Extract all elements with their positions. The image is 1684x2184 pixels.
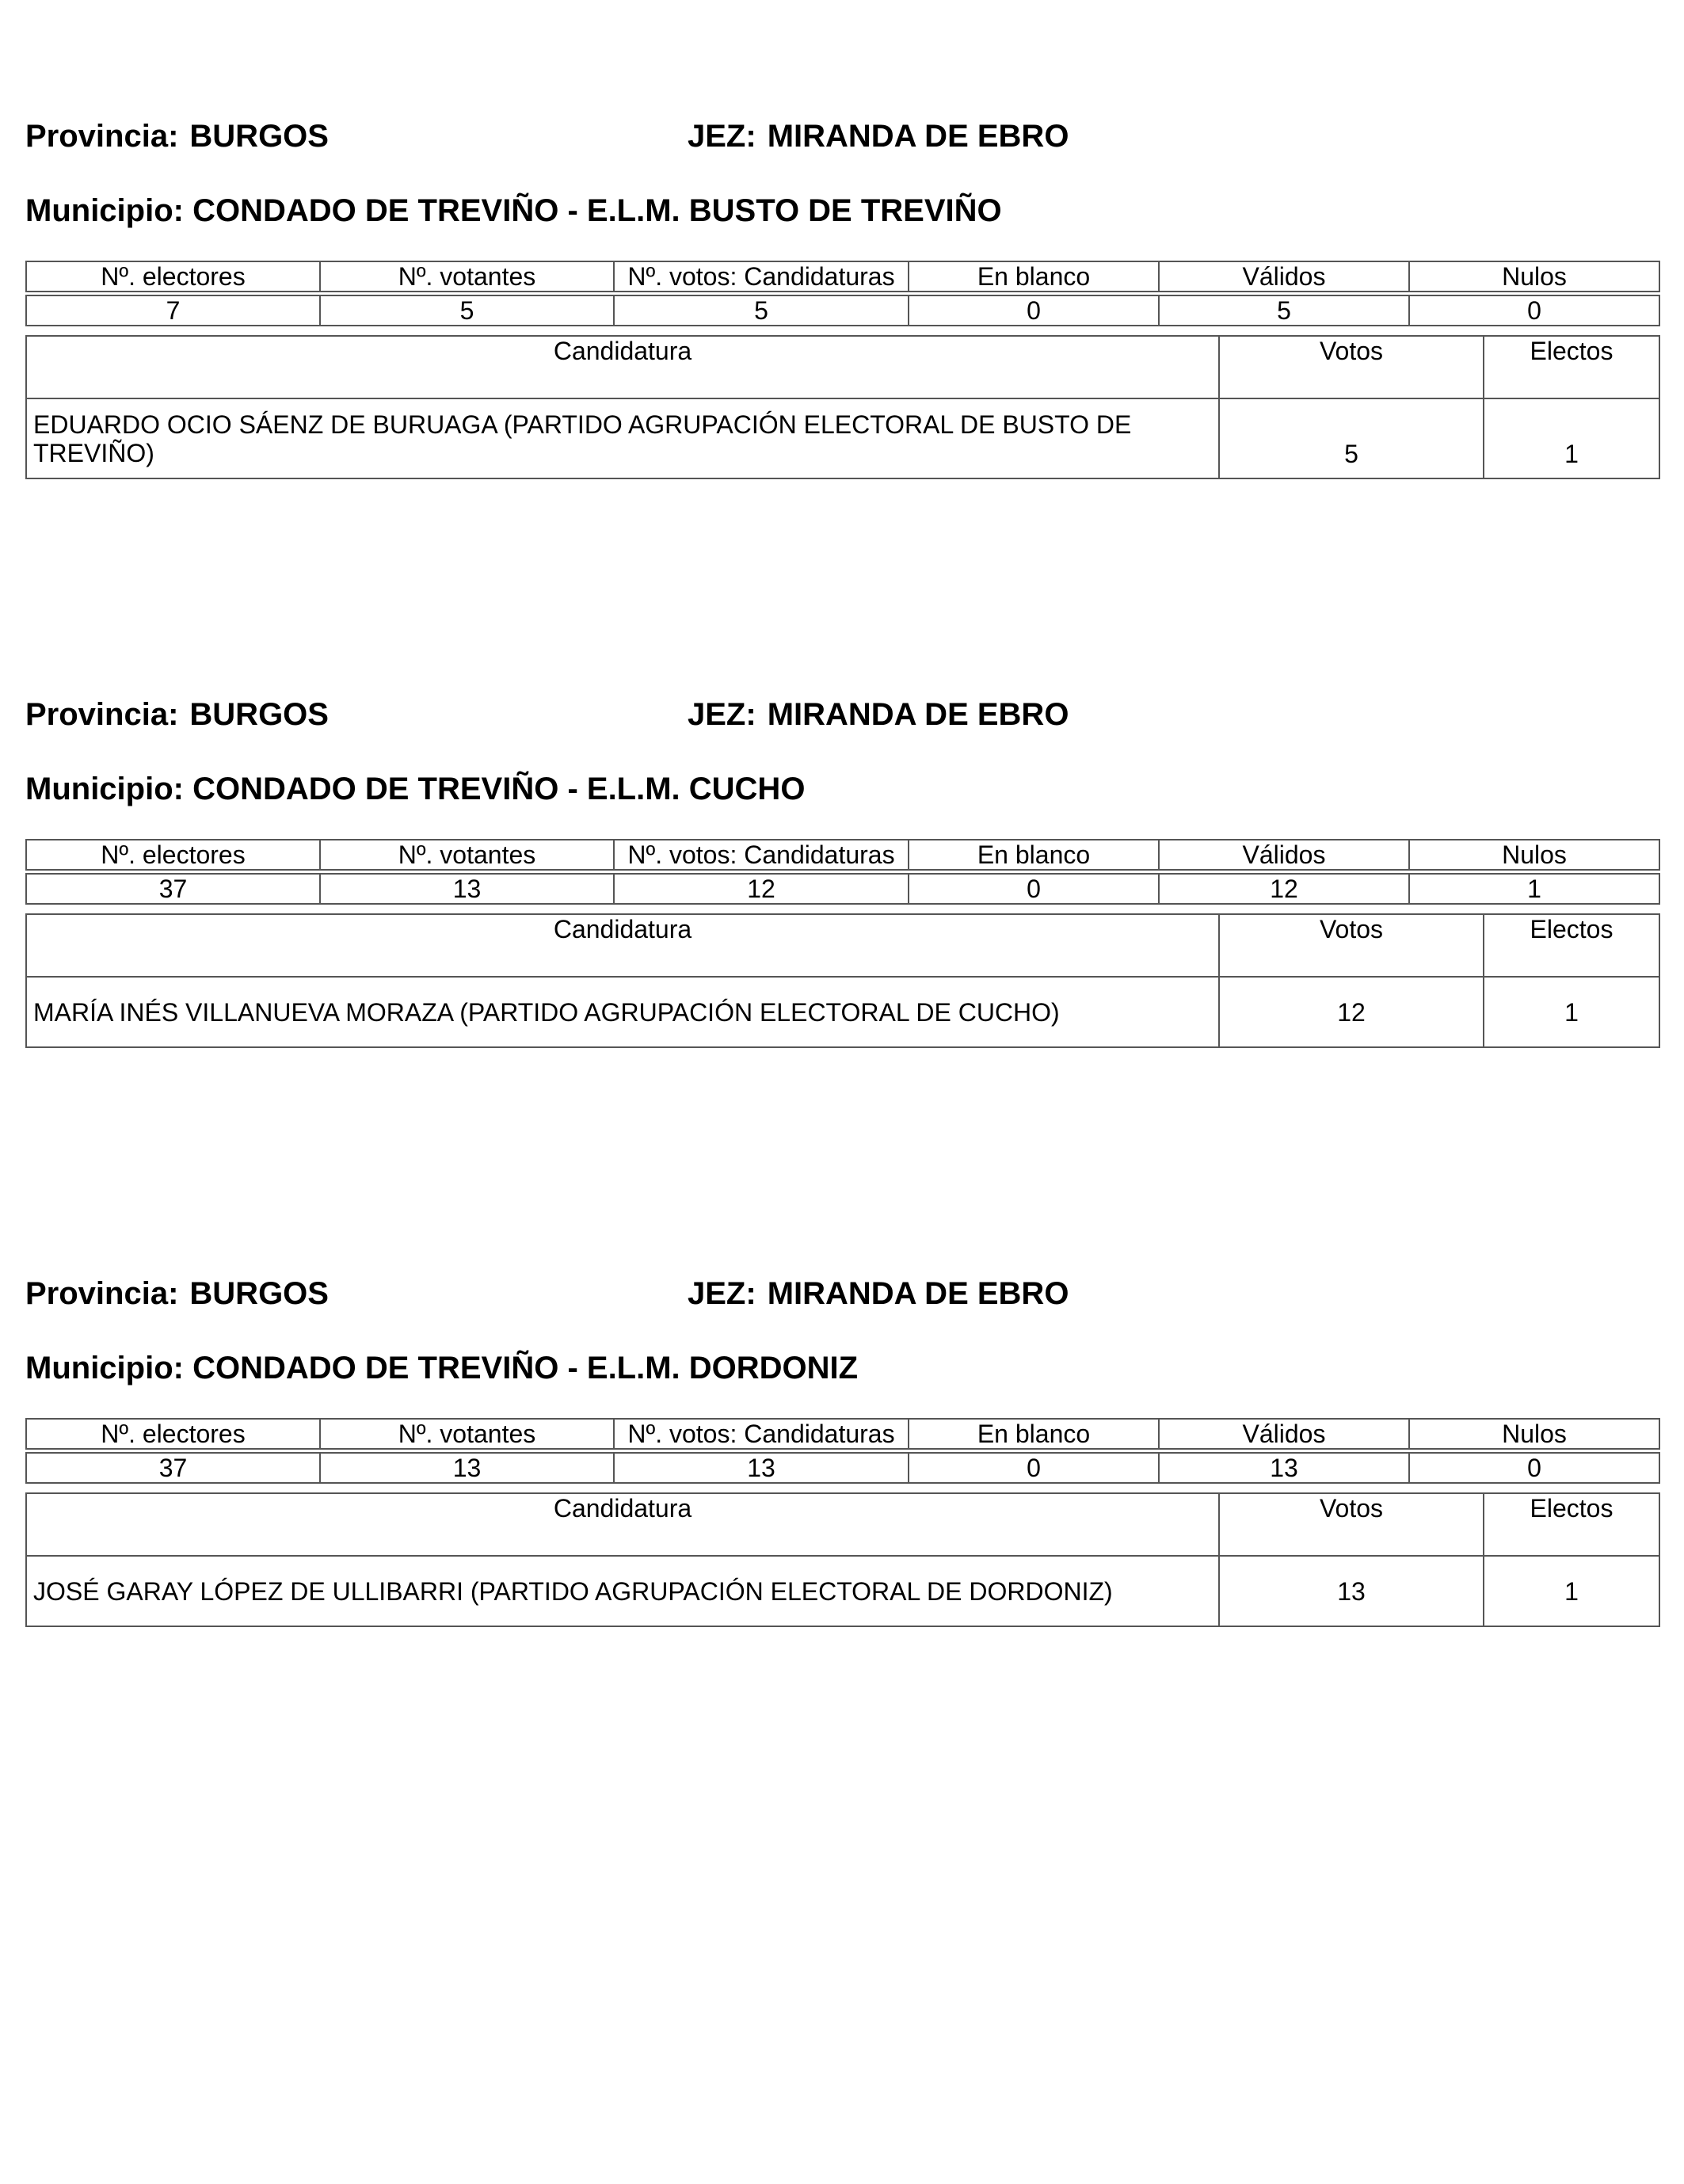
candidatura-electos: 1	[1484, 1556, 1659, 1626]
candidatura-row	[26, 1556, 1659, 1626]
jez-value: MIRANDA DE EBRO	[767, 697, 1069, 732]
jez-line	[688, 1275, 1069, 1313]
cand-header-votos: Votos	[1219, 914, 1484, 977]
stats-table	[25, 1418, 1660, 1484]
stats-header-votantes: Nº. votantes	[320, 1419, 614, 1449]
cand-header-candidatura: Candidatura	[26, 914, 1219, 977]
stats-header-votos-candidaturas: Nº. votos: Candidaturas	[614, 840, 909, 870]
stats-header-nulos: Nulos	[1409, 840, 1659, 870]
stats-value-en-blanco: 0	[909, 295, 1159, 326]
stats-value-nulos: 0	[1409, 295, 1659, 326]
cand-header-candidatura: Candidatura	[26, 1493, 1219, 1556]
stats-value-votos-candidaturas: 5	[614, 295, 909, 326]
stats-header-validos: Válidos	[1159, 840, 1409, 870]
candidatura-votos: 12	[1219, 977, 1484, 1047]
candidatura-electos: 1	[1484, 977, 1659, 1047]
stats-header-row	[26, 840, 1659, 870]
cand-header-candidatura: Candidatura	[26, 336, 1219, 398]
stats-header-electores: Nº. electores	[26, 261, 320, 292]
stats-value-validos: 5	[1159, 295, 1409, 326]
stats-header-validos: Válidos	[1159, 261, 1409, 292]
candidaturas-table	[25, 913, 1660, 1048]
stats-header-nulos: Nulos	[1409, 1419, 1659, 1449]
stats-value-votantes: 5	[320, 295, 614, 326]
municipio-value: CONDADO DE TREVIÑO - E.L.M. BUSTO DE TREVIÑO	[192, 193, 1002, 228]
stats-value-electores: 37	[26, 874, 320, 904]
municipio-value: CONDADO DE TREVIÑO - E.L.M. DORDONIZ	[192, 1351, 859, 1385]
provincia-value: BURGOS	[189, 1276, 329, 1311]
stats-header-nulos: Nulos	[1409, 261, 1659, 292]
candidatura-row	[26, 977, 1659, 1047]
candidatura-votos: 13	[1219, 1556, 1484, 1626]
jez-label: JEZ:	[688, 1276, 756, 1311]
cand-header-electos: Electos	[1484, 336, 1659, 398]
provincia-value: BURGOS	[189, 119, 329, 154]
jez-label: JEZ:	[688, 119, 756, 154]
stats-value-row	[26, 295, 1659, 326]
stats-header-electores: Nº. electores	[26, 840, 320, 870]
stats-value-votos-candidaturas: 13	[614, 1453, 909, 1483]
stats-value-electores: 37	[26, 1453, 320, 1483]
stats-header-en-blanco: En blanco	[909, 1419, 1159, 1449]
provincia-value: BURGOS	[189, 697, 329, 732]
cand-header-electos: Electos	[1484, 1493, 1659, 1556]
candidatura-name: EDUARDO OCIO SÁENZ DE BURUAGA (PARTIDO AGRUPACIÓN ELECTORAL DE BUSTO DE TREVIÑO)	[26, 398, 1219, 478]
stats-header-electores: Nº. electores	[26, 1419, 320, 1449]
municipio-label: Municipio:	[25, 772, 184, 806]
stats-header-votantes: Nº. votantes	[320, 261, 614, 292]
jez-value: MIRANDA DE EBRO	[767, 119, 1069, 154]
stats-header-votos-candidaturas: Nº. votos: Candidaturas	[614, 261, 909, 292]
provincia-line	[25, 696, 329, 734]
stats-header-row	[26, 261, 1659, 292]
cand-header-votos: Votos	[1219, 336, 1484, 398]
stats-header-en-blanco: En blanco	[909, 261, 1159, 292]
stats-header-en-blanco: En blanco	[909, 840, 1159, 870]
provincia-line	[25, 117, 329, 155]
stats-header-validos: Válidos	[1159, 1419, 1409, 1449]
stats-value-row	[26, 874, 1659, 904]
candidaturas-table	[25, 1492, 1660, 1627]
municipio-line	[25, 192, 1002, 230]
stats-value-validos: 13	[1159, 1453, 1409, 1483]
provincia-label: Provincia:	[25, 1276, 179, 1311]
jez-value: MIRANDA DE EBRO	[767, 1276, 1069, 1311]
provincia-line	[25, 1275, 329, 1313]
candidaturas-header-row	[26, 914, 1659, 977]
candidatura-row	[26, 398, 1659, 478]
stats-value-votantes: 13	[320, 1453, 614, 1483]
jez-line	[688, 117, 1069, 155]
candidatura-electos: 1	[1484, 398, 1659, 478]
stats-header-votos-candidaturas: Nº. votos: Candidaturas	[614, 1419, 909, 1449]
municipio-line	[25, 1349, 858, 1387]
provincia-label: Provincia:	[25, 697, 179, 732]
stats-value-nulos: 0	[1409, 1453, 1659, 1483]
municipio-value: CONDADO DE TREVIÑO - E.L.M. CUCHO	[192, 772, 806, 806]
stats-table	[25, 839, 1660, 905]
provincia-label: Provincia:	[25, 119, 179, 154]
stats-value-nulos: 1	[1409, 874, 1659, 904]
jez-line	[688, 696, 1069, 734]
candidatura-name: JOSÉ GARAY LÓPEZ DE ULLIBARRI (PARTIDO AGRUPACIÓN ELECTORAL DE DORDONIZ)	[26, 1556, 1219, 1626]
stats-value-validos: 12	[1159, 874, 1409, 904]
municipio-label: Municipio:	[25, 1351, 184, 1385]
candidatura-name: MARÍA INÉS VILLANUEVA MORAZA (PARTIDO AGRUPACIÓN ELECTORAL DE CUCHO)	[26, 977, 1219, 1047]
stats-table	[25, 261, 1660, 326]
stats-header-row	[26, 1419, 1659, 1449]
municipio-line	[25, 770, 805, 808]
stats-value-electores: 7	[26, 295, 320, 326]
municipio-label: Municipio:	[25, 193, 184, 228]
candidaturas-header-row	[26, 1493, 1659, 1556]
stats-value-row	[26, 1453, 1659, 1483]
cand-header-votos: Votos	[1219, 1493, 1484, 1556]
stats-value-votos-candidaturas: 12	[614, 874, 909, 904]
stats-value-en-blanco: 0	[909, 1453, 1159, 1483]
stats-header-votantes: Nº. votantes	[320, 840, 614, 870]
candidatura-votos: 5	[1219, 398, 1484, 478]
jez-label: JEZ:	[688, 697, 756, 732]
stats-value-en-blanco: 0	[909, 874, 1159, 904]
candidaturas-table	[25, 335, 1660, 479]
cand-header-electos: Electos	[1484, 914, 1659, 977]
stats-value-votantes: 13	[320, 874, 614, 904]
candidaturas-header-row	[26, 336, 1659, 398]
